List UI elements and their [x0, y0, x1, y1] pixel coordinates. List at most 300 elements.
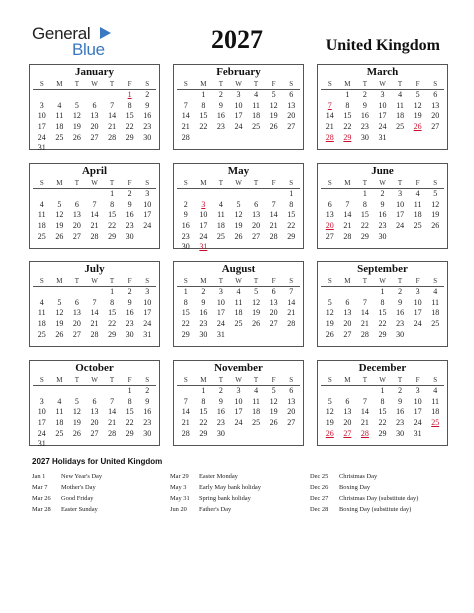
month-may: [173, 163, 304, 252]
weekday-label: S: [138, 375, 156, 386]
calendar-day: 11: [37, 308, 46, 318]
calendar-day: 31: [216, 329, 225, 339]
holiday-name: Early May bank holiday: [199, 484, 261, 491]
calendar-day: 15: [378, 308, 387, 318]
calendar-day: 7: [271, 199, 276, 209]
weekday-label: S: [177, 178, 195, 189]
month-title: July: [84, 263, 105, 275]
calendar-day: 9: [398, 297, 403, 307]
calendar-day: 14: [360, 407, 369, 417]
calendar-day: 27: [269, 319, 278, 329]
calendar-day: 10: [37, 407, 46, 417]
calendar-day: 6: [74, 297, 79, 307]
calendar-day: 30: [199, 329, 208, 339]
calendar-day: 11: [431, 396, 440, 406]
calendar-day: 12: [325, 308, 334, 318]
calendar-day: 10: [216, 297, 225, 307]
calendar-day: 22: [378, 319, 387, 329]
month-june: [317, 163, 448, 249]
calendar-day: 16: [199, 308, 208, 318]
holiday-date: Dec 25: [310, 473, 329, 480]
month-days-grid: [30, 178, 159, 242]
calendar-day: 22: [181, 319, 190, 329]
calendar-day: 13: [269, 297, 278, 307]
weekday-label: S: [321, 375, 339, 386]
calendar-day: 12: [55, 210, 64, 220]
calendar-day: 19: [72, 418, 81, 428]
calendar-day: 10: [234, 396, 243, 406]
empty-day: [33, 287, 51, 298]
calendar-day: 22: [108, 221, 117, 231]
calendar-day: 30: [360, 132, 369, 142]
empty-day: [103, 386, 121, 397]
calendar-day: 16: [143, 407, 152, 417]
holiday-day: 27: [343, 428, 352, 438]
weekday-label: S: [177, 79, 195, 90]
weekday-label: T: [391, 375, 409, 386]
calendar-day: 18: [37, 221, 46, 231]
month-august: [173, 261, 304, 347]
month-january: [29, 64, 160, 153]
calendar-day: 24: [143, 319, 152, 329]
calendar-day: 30: [216, 428, 225, 438]
calendar-day: 8: [380, 297, 385, 307]
empty-day: [177, 90, 195, 101]
holiday-date: Jun 20: [170, 506, 187, 513]
calendar-day: 26: [325, 329, 334, 339]
calendar-day: 14: [90, 308, 99, 318]
calendar-day: 15: [378, 407, 387, 417]
weekday-label: M: [51, 375, 69, 386]
calendar-day: 7: [92, 199, 97, 209]
weekday-label: F: [265, 276, 283, 287]
calendar-day: 14: [343, 210, 352, 220]
month-days-grid: [318, 79, 447, 143]
calendar-day: 11: [396, 100, 404, 110]
weekday-label: F: [409, 375, 427, 386]
calendar-day: 5: [74, 100, 79, 110]
empty-day: [68, 287, 86, 298]
calendar-day: 12: [72, 407, 81, 417]
calendar-day: 6: [271, 287, 276, 296]
holiday-item: [170, 493, 261, 504]
weekday-label: F: [265, 375, 283, 386]
calendar-day: 9: [145, 100, 150, 110]
calendar-day: 28: [343, 231, 352, 241]
calendar-day: 8: [127, 396, 132, 406]
calendar-day: 13: [287, 100, 296, 110]
calendar-day: 10: [37, 111, 46, 121]
calendar-day: 26: [55, 231, 64, 241]
calendar-day: 2: [398, 386, 403, 395]
month-days-grid: [174, 375, 303, 439]
holiday-item: [310, 493, 418, 504]
calendar-day: 1: [380, 386, 385, 395]
calendar-day: 4: [415, 189, 420, 198]
month-september: [317, 261, 448, 347]
month-title: October: [75, 362, 114, 374]
calendar-day: 22: [360, 221, 369, 231]
calendar-day: 27: [252, 231, 261, 241]
calendar-day: 11: [252, 100, 260, 110]
calendar-day: 31: [413, 428, 422, 438]
calendar-day: 2: [380, 189, 385, 198]
calendar-day: 24: [378, 122, 387, 132]
calendar-day: 28: [90, 231, 99, 241]
holiday-item: [170, 471, 261, 482]
holiday-column: [310, 471, 418, 515]
weekday-label: M: [339, 79, 357, 90]
calendar-day: 11: [37, 210, 46, 220]
holiday-day: 7: [327, 100, 332, 110]
calendar-day: 5: [57, 297, 62, 307]
calendar-day: 2: [127, 287, 132, 296]
weekday-label: W: [374, 375, 392, 386]
calendar-day: 16: [216, 111, 225, 121]
weekday-label: T: [68, 178, 86, 189]
calendar-day: 17: [216, 308, 225, 318]
calendar-day: 3: [218, 287, 223, 296]
calendar-day: 21: [90, 221, 99, 231]
calendar-day: 22: [108, 319, 117, 329]
holiday-day: 1: [127, 90, 132, 99]
weekday-label: M: [339, 178, 357, 189]
holiday-day: 25: [431, 418, 440, 428]
empty-day: [33, 386, 51, 397]
weekday-label: W: [230, 375, 248, 386]
calendar-day: 25: [252, 122, 261, 132]
calendar-day: 24: [234, 418, 243, 428]
calendar-day: 14: [269, 210, 278, 220]
calendar-day: 22: [343, 122, 352, 132]
calendar-day: 24: [234, 122, 243, 132]
holiday-name: Good Friday: [61, 495, 94, 502]
holiday-day: 28: [360, 428, 369, 438]
calendar-day: 19: [325, 319, 334, 329]
weekday-label: S: [321, 178, 339, 189]
weekday-label: F: [265, 79, 283, 90]
calendar-day: 10: [234, 100, 243, 110]
empty-day: [103, 90, 121, 101]
empty-day: [321, 386, 339, 397]
calendar-day: 9: [183, 210, 188, 220]
calendar-day: 17: [413, 308, 422, 318]
empty-day: [177, 189, 195, 200]
weekday-label: S: [33, 375, 51, 386]
calendar-day: 5: [271, 90, 276, 99]
weekday-label: S: [33, 178, 51, 189]
calendar-day: 13: [90, 111, 99, 121]
weekday-label: T: [68, 276, 86, 287]
calendar-day: 4: [433, 386, 438, 395]
calendar-day: 8: [345, 100, 350, 110]
holiday-column: [170, 471, 261, 515]
holiday-date: Dec 26: [310, 484, 329, 491]
empty-day: [86, 386, 104, 397]
calendar-day: 7: [289, 287, 294, 296]
calendar-day: 5: [57, 199, 62, 209]
empty-day: [51, 287, 69, 298]
calendar-day: 7: [183, 100, 188, 110]
holiday-day: 3: [201, 199, 206, 209]
calendar-day: 25: [37, 329, 46, 339]
weekday-label: T: [247, 79, 265, 90]
calendar-day: 12: [413, 100, 422, 110]
weekday-label: W: [86, 79, 104, 90]
calendar-day: 12: [431, 199, 440, 209]
calendar-day: 30: [125, 231, 134, 241]
calendar-day: 3: [415, 386, 420, 395]
calendar-day: 21: [269, 221, 278, 231]
calendar-day: 30: [396, 428, 405, 438]
calendar-day: 18: [234, 308, 243, 318]
calendar-day: 29: [360, 231, 369, 241]
holiday-name: Easter Sunday: [61, 506, 98, 513]
empty-day: [33, 189, 51, 200]
calendar-day: 30: [181, 242, 190, 252]
calendar-day: 18: [413, 210, 422, 220]
empty-day: [51, 386, 69, 397]
calendar-day: 6: [74, 199, 79, 209]
calendar-day: 9: [218, 396, 223, 406]
calendar-day: 31: [37, 143, 46, 153]
weekday-label: S: [138, 178, 156, 189]
holiday-date: May 31: [170, 495, 190, 502]
calendar-day: 1: [380, 287, 385, 296]
empty-day: [86, 90, 104, 101]
month-days-grid: [318, 375, 447, 439]
calendar-day: 12: [269, 396, 278, 406]
calendar-day: 24: [396, 221, 405, 231]
calendar-day: 4: [218, 199, 223, 209]
holiday-name: New Year's Day: [61, 473, 103, 480]
calendar-day: 19: [55, 319, 64, 329]
calendar-day: 16: [125, 210, 134, 220]
calendar-day: 17: [37, 418, 46, 428]
calendar-day: 6: [345, 396, 350, 406]
calendar-day: 26: [431, 221, 440, 231]
month-days-grid: [318, 178, 447, 242]
calendar-day: 1: [127, 386, 132, 395]
calendar-day: 1: [289, 189, 294, 198]
calendar-day: 28: [90, 329, 99, 339]
calendar-day: 12: [72, 111, 81, 121]
calendar-day: 5: [327, 396, 332, 406]
calendar-day: 2: [218, 386, 223, 395]
calendar-day: 4: [57, 100, 62, 110]
holiday-date: Jan 1: [32, 473, 46, 480]
calendar-day: 16: [125, 308, 134, 318]
calendar-day: 9: [362, 100, 367, 110]
calendar-day: 3: [236, 386, 241, 395]
weekday-label: M: [339, 375, 357, 386]
empty-day: [339, 386, 357, 397]
calendar-day: 7: [362, 297, 367, 307]
month-title: March: [366, 66, 399, 78]
empty-day: [339, 287, 357, 298]
month-july: [29, 261, 160, 347]
holiday-name: Mother's Day: [61, 484, 96, 491]
calendar-day: 2: [145, 386, 150, 395]
weekday-label: F: [409, 178, 427, 189]
weekday-label: M: [195, 79, 213, 90]
calendar-day: 30: [125, 329, 134, 339]
calendar-day: 21: [108, 122, 117, 132]
calendar-day: 22: [287, 221, 296, 231]
weekday-label: T: [247, 178, 265, 189]
empty-day: [86, 287, 104, 298]
calendar-day: 2: [398, 287, 403, 296]
empty-day: [247, 189, 265, 200]
country-name: United Kingdom: [325, 37, 440, 54]
calendar-day: 14: [108, 111, 117, 121]
calendar-day: 24: [216, 319, 225, 329]
weekday-label: S: [426, 276, 444, 287]
calendar-day: 16: [181, 221, 190, 231]
calendar-day: 7: [362, 396, 367, 406]
calendar-day: 16: [396, 407, 405, 417]
calendar-day: 2: [201, 287, 206, 296]
calendar-day: 28: [108, 428, 117, 438]
calendar-day: 4: [236, 287, 241, 296]
calendar-day: 15: [199, 407, 208, 417]
calendar-day: 30: [396, 329, 405, 339]
weekday-label: T: [356, 375, 374, 386]
month-november: [173, 360, 304, 446]
calendar-day: 23: [143, 418, 152, 428]
weekday-label: T: [212, 375, 230, 386]
month-title: December: [358, 362, 407, 374]
calendar-day: 9: [398, 396, 403, 406]
calendar-day: 27: [431, 122, 440, 132]
calendar-day: 17: [37, 122, 46, 132]
calendar-day: 4: [254, 386, 259, 395]
holiday-item: [32, 482, 102, 493]
calendar-day: 23: [360, 122, 369, 132]
calendar-day: 21: [90, 319, 99, 329]
weekday-label: M: [51, 276, 69, 287]
calendar-day: 11: [55, 111, 64, 121]
calendar-day: 17: [199, 221, 208, 231]
month-title: February: [216, 66, 261, 78]
holidays-title: 2027 Holidays for United Kingdom: [32, 457, 163, 466]
calendar-day: 14: [90, 210, 99, 220]
holiday-day: 29: [343, 132, 352, 142]
weekday-label: S: [426, 79, 444, 90]
empty-day: [230, 189, 248, 200]
weekday-label: M: [339, 276, 357, 287]
calendar-day: 17: [143, 308, 152, 318]
month-days-grid: [174, 276, 303, 340]
calendar-day: 20: [343, 418, 352, 428]
calendar-day: 21: [181, 418, 190, 428]
holiday-item: [310, 482, 418, 493]
calendar-day: 1: [110, 189, 115, 198]
weekday-label: W: [86, 276, 104, 287]
weekday-label: T: [103, 276, 121, 287]
weekday-label: S: [282, 276, 300, 287]
calendar-day: 9: [201, 297, 206, 307]
calendar-day: 15: [181, 308, 190, 318]
calendar-day: 4: [39, 297, 44, 307]
calendar-day: 6: [254, 199, 259, 209]
calendar-day: 14: [181, 407, 190, 417]
weekday-label: T: [247, 375, 265, 386]
calendar-day: 21: [325, 122, 334, 132]
weekday-label: S: [321, 276, 339, 287]
calendar-day: 14: [181, 111, 190, 121]
calendar-day: 28: [269, 231, 278, 241]
month-title: June: [371, 165, 394, 177]
calendar-day: 29: [125, 428, 134, 438]
weekday-label: S: [282, 375, 300, 386]
calendar-day: 23: [396, 319, 405, 329]
calendar-day: 28: [287, 319, 296, 329]
holiday-name: Boxing Day (substitute day): [339, 506, 412, 513]
calendar-day: 3: [380, 90, 385, 99]
calendar-day: 8: [110, 297, 115, 307]
calendar-day: 11: [55, 407, 64, 417]
calendar-day: 16: [378, 210, 387, 220]
weekday-label: M: [195, 375, 213, 386]
calendar-day: 28: [360, 329, 369, 339]
month-february: [173, 64, 304, 150]
calendar-day: 27: [325, 231, 334, 241]
weekday-label: T: [212, 79, 230, 90]
month-october: [29, 360, 160, 449]
holiday-day: 26: [325, 428, 334, 438]
calendar-day: 19: [252, 308, 261, 318]
calendar-day: 15: [108, 308, 117, 318]
calendar-day: 10: [143, 199, 152, 209]
calendar-day: 14: [108, 407, 117, 417]
calendar-day: 7: [92, 297, 97, 307]
empty-day: [68, 189, 86, 200]
weekday-label: S: [282, 79, 300, 90]
empty-day: [68, 90, 86, 101]
holiday-item: [170, 504, 261, 515]
calendar-day: 5: [74, 396, 79, 406]
calendar-day: 18: [396, 111, 405, 121]
calendar-day: 12: [325, 407, 334, 417]
weekday-label: F: [121, 276, 139, 287]
calendar-day: 15: [343, 111, 352, 121]
calendar-day: 16: [143, 111, 152, 121]
calendar-day: 20: [72, 221, 81, 231]
calendar-day: 25: [37, 231, 46, 241]
weekday-label: W: [230, 79, 248, 90]
weekday-label: W: [374, 79, 392, 90]
weekday-label: T: [212, 276, 230, 287]
calendar-day: 27: [72, 329, 81, 339]
calendar-day: 26: [252, 319, 261, 329]
calendar-day: 25: [396, 122, 405, 132]
calendar-day: 24: [413, 319, 422, 329]
calendar-day: 18: [55, 418, 64, 428]
calendar-day: 28: [181, 132, 190, 142]
calendar-day: 18: [252, 111, 261, 121]
calendar-day: 16: [396, 308, 405, 318]
weekday-label: M: [51, 79, 69, 90]
calendar-day: 13: [325, 210, 334, 220]
calendar-day: 17: [143, 210, 152, 220]
calendar-day: 25: [431, 319, 440, 329]
holiday-column: [32, 471, 102, 515]
calendar-day: 4: [433, 287, 438, 296]
calendar-day: 27: [343, 329, 352, 339]
calendar-day: 6: [289, 90, 294, 99]
calendar-day: 24: [413, 418, 422, 428]
